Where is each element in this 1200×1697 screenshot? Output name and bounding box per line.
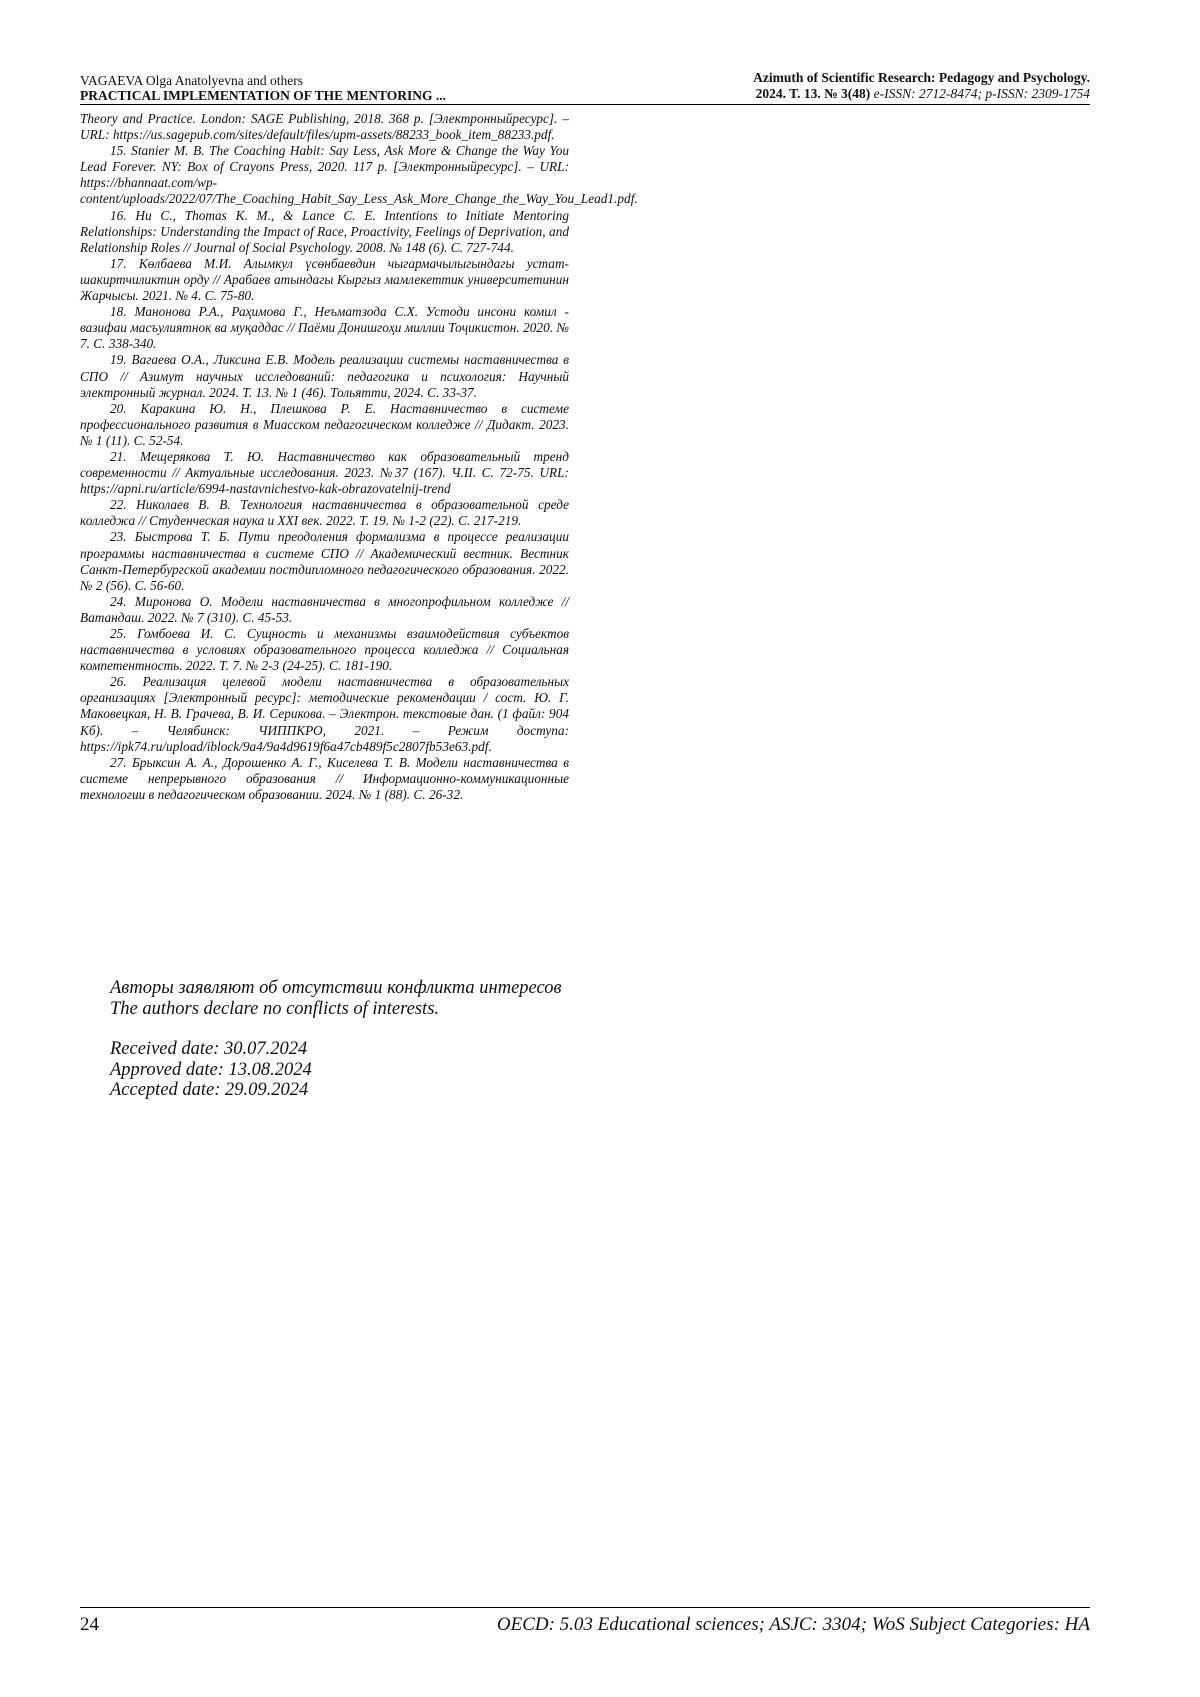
reference-continuation: Theory and Practice. London: SAGE Publishing, 2018. 368 p. [Электронныйресурс]. – URL: https://us.sagepub.com/sites/default/files/upm-assets/88233_book_item_88233.pdf.: [80, 111, 569, 143]
running-article-title: PRACTICAL IMPLEMENTATION OF THE MENTORING ...: [80, 88, 447, 103]
journal-name: Azimuth of Scientific Research: Pedagogy and Psychology.: [753, 70, 1090, 85]
received-date: Received date: 30.07.2024: [110, 1039, 308, 1059]
references-list: [80, 111, 638, 803]
journal-issue: 2024. T. 13. № 3(48): [755, 86, 871, 101]
footer-rule: [80, 1607, 1090, 1608]
accepted-date: Accepted date: 29.09.2024: [110, 1080, 309, 1100]
header-rule: [80, 104, 1090, 105]
spacer: [80, 1019, 569, 1039]
conflict-statement-ru: Авторы заявляют об отсутствии конфликта интересов: [110, 978, 562, 998]
running-header-right: [672, 70, 1090, 102]
subject-classification: OECD: 5.03 Educational sciences; ASJC: 3304; WoS Subject Categories: HA: [496, 1614, 1090, 1635]
reference-item-18: 18. Манонова Р.А., Раҳимова Г., Неъматзода С.Х. Устоди инсони комил - вазифаи масъулиятнок ва муқаддас // Паёми Донишгоҳи миллии Тоҷикистон. 2020. № 7. С. 338-340.: [80, 304, 569, 352]
reference-item-24: 24. Миронова О. Модели наставничества в многопрофильном колледже // Ватандаш. 2022. № 7 (310). С. 45-53.: [80, 593, 569, 625]
approved-date: Approved date: 13.08.2024: [110, 1059, 312, 1080]
page-number: 24: [80, 1614, 99, 1635]
reference-item-20: 20. Каракина Ю. Н., Плешкова Р. Е. Наставничество в системе профессионального развития в Миасском педагогическом колледже // Дидакт. 2023. № 1 (11). С. 52-54.: [80, 400, 569, 448]
reference-item-22: 22. Николаев В. В. Технология наставничества в образовательной среде колледжа // Студенческая наука и XXI век. 2022. Т. 19. № 1-2 (22). С. 217-219.: [80, 497, 569, 529]
journal-issue-line: [672, 86, 1090, 102]
closing-block: [80, 978, 569, 1101]
reference-item-15: 15. Stanier M. B. The Coaching Habit: Say Less, Ask More & Change the Way You Lead Forever. NY: Box of Crayons Press, 2020. 117 p. [Электронныйресурс]. – URL: https://bhannaat.com/wp-content/uploads/2022/07/The_Coaching_Habit_Say_Less_Ask_More_Change_the_Way_You_Lead1.pdf.: [80, 143, 638, 207]
article-dates: [80, 1039, 569, 1101]
reference-item-25: 25. Гомбоева И. С. Сущность и механизмы взаимодействия субъектов наставничества в условиях образовательного процесса колледжа // Социальная компетентность. 2022. Т. 7. № 2-3 (24-25). С. 181-190.: [80, 626, 569, 674]
reference-item-16: 16. Hu C., Thomas K. M., & Lance C. E. Intentions to Initiate Mentoring Relationships: Understanding the Impact of Race, Proactivity, Feelings of Deprivation, and Relationship Roles // Journal of Social Psychology. 2008. № 148 (6). С. 727-744.: [80, 207, 569, 255]
journal-issn: e-ISSN: 2712-8474; p-ISSN: 2309-1754: [870, 86, 1090, 101]
reference-item-17: 17. Көлбаева М.И. Алымкул үсөнбаевдин чыгармачылыгындагы устат-шакиртчиликтин орду // Арабаев атындагы Кыргыз мамлекеттик университетинин Жарчысы. 2021. № 4. С. 75-80.: [80, 255, 569, 304]
reference-item-21: 21. Мещерякова Т. Ю. Наставничество как образовательный тренд современности // Актуальные исследования. 2023. №37 (167). Ч.II. С. 72-75. URL: https://apni.ru/article/6994-nastavnichestvo-kak-obrazovatelnij-trend: [80, 448, 569, 497]
reference-item-19: 19. Вагаева О.А., Ликсина Е.В. Модель реализации системы наставничества в СПО // Азимут научных исследований: педагогика и психология: Научный электронный журнал. 2024. Т. 13. № 1 (46). Тольятти, 2024. С. 33-37.: [80, 352, 569, 400]
reference-item-26: 26. Реализация целевой модели наставничества в образовательных организациях [Электронный ресурс]: методические рекомендации / сост. Ю. Г. Маковецкая, Н. В. Грачева, В. И. Серикова. – Электрон. текстовые дан. (1 файл: 904 Кб). – Челябинск: ЧИППКРО, 2021. – Режим доступа: https://ipk74.ru/upload/iblock/9a4/9a4d9619f6a47cb489f5c2807fb53e63.pdf.: [80, 674, 569, 754]
conflict-statement-en: The authors declare no conflicts of interests.: [110, 998, 440, 1019]
running-authors: VAGAEVA Olga Anatolyevna and others: [80, 73, 303, 88]
running-header-left: [80, 73, 600, 103]
reference-item-23: 23. Быстрова Т. Б. Пути преодоления формализма в процессе реализации программы наставничества в системе СПО // Академический вестник. Вестник Санкт-Петербургской академии постдипломного педагогического образования. 2022. № 2 (56). С. 56-60.: [80, 529, 569, 593]
reference-item-27: 27. Брыксин А. А., Дорошенко А. Г., Киселева Т. В. Модели наставничества в системе непрерывного образования // Информационно-коммуникационные технологии в педагогическом образовании. 2024. № 1 (88). С. 26-32.: [80, 754, 569, 802]
